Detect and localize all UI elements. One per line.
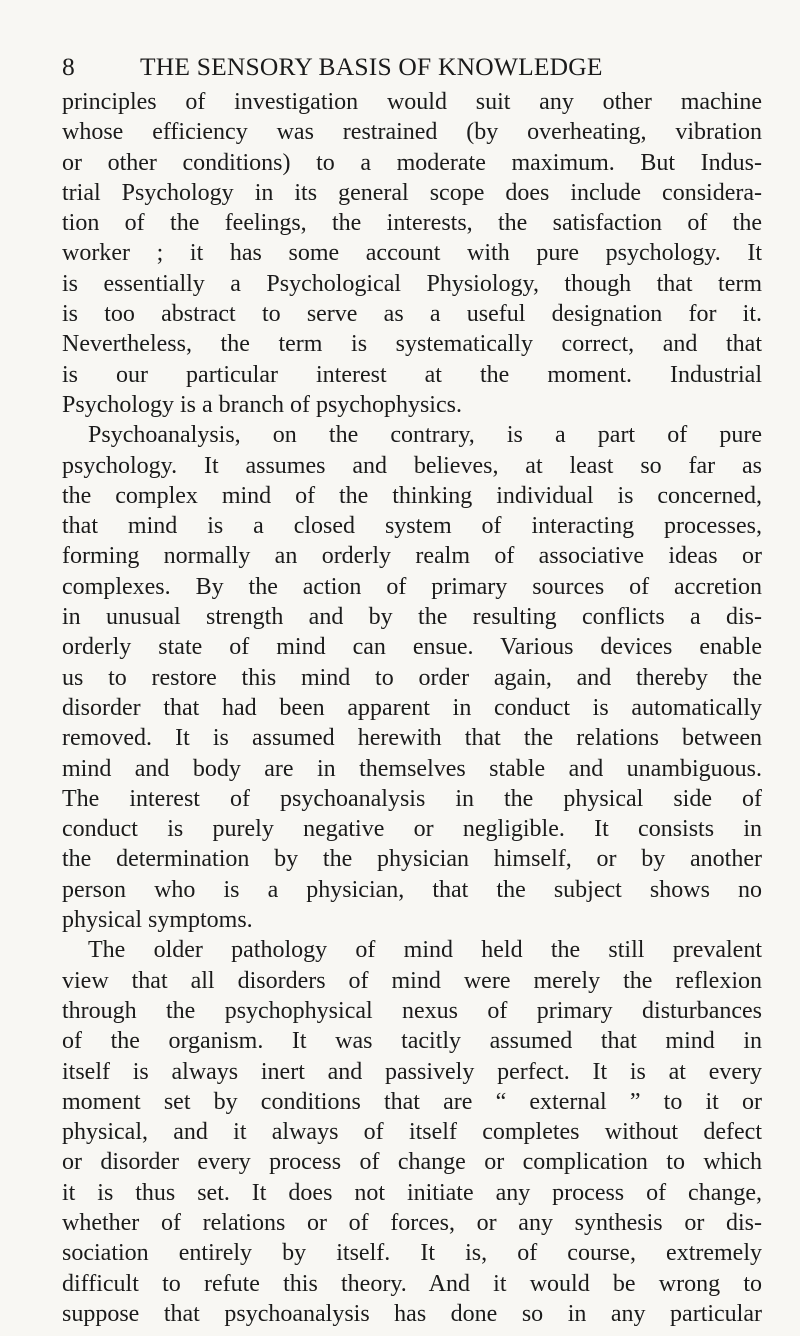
text-line: physical symptoms. <box>62 907 253 934</box>
text-line: sociation entirely by itself. It is, of course, extremely <box>62 1240 762 1267</box>
text-line: Psychoanalysis, on the contrary, is a part of pure <box>88 422 762 449</box>
text-line: trial Psychology in its general scope does include considera- <box>62 179 762 206</box>
text-line: The older pathology of mind held the still prevalent <box>88 937 762 964</box>
book-page <box>62 49 762 1329</box>
text-line: or disorder every process of change or complication to which <box>62 1149 762 1176</box>
text-line: it is thus set. It does not initiate any process of change, <box>62 1179 762 1206</box>
text-line: of the organism. It was tacitly assumed that mind in <box>62 1028 762 1055</box>
text-line: removed. It is assumed herewith that the relations between <box>62 725 762 752</box>
text-line: Psychology is a branch of psychophysics. <box>62 391 462 418</box>
text-line: view that all disorders of mind were merely the reflexion <box>62 967 762 994</box>
text-line: The interest of psychoanalysis in the physical side of <box>62 785 762 812</box>
text-line: in unusual strength and by the resulting conflicts a dis- <box>62 604 762 631</box>
text-line: person who is a physician, that the subject shows no <box>62 876 762 903</box>
text-line: complexes. By the action of primary sources of accretion <box>62 573 762 600</box>
text-line: difficult to refute this theory. And it would be wrong to <box>62 1270 762 1297</box>
text-line: is essentially a Psychological Physiology, though that term <box>62 270 762 297</box>
text-line: physical, and it always of itself completes without defect <box>62 1119 762 1146</box>
running-title: THE SENSORY BASIS OF KNOWLEDGE <box>140 52 603 81</box>
text-line: orderly state of mind can ensue. Various devices enable <box>62 634 762 661</box>
text-line: suppose that psychoanalysis has done so in any particular <box>62 1300 762 1327</box>
text-line: or other conditions) to a moderate maximum. But Indus- <box>62 149 762 176</box>
running-head <box>62 49 762 85</box>
body-text <box>62 87 762 1329</box>
text-line: itself is always inert and passively perfect. It is at every <box>62 1058 762 1085</box>
text-line: the complex mind of the thinking individual is concerned, <box>62 482 762 509</box>
text-line: moment set by conditions that are “ external ” to it or <box>62 1088 762 1115</box>
text-line: tion of the feelings, the interests, the satisfaction of the <box>62 210 762 237</box>
text-line: conduct is purely negative or negligible. It consists in <box>62 816 762 843</box>
text-line: whose efficiency was restrained (by overheating, vibration <box>62 119 762 146</box>
text-line: that mind is a closed system of interacting processes, <box>62 513 762 540</box>
text-line: mind and body are in themselves stable and unambiguous. <box>62 755 762 782</box>
text-line: is our particular interest at the moment. Industrial <box>62 361 762 388</box>
text-line: principles of investigation would suit any other machine <box>62 89 762 115</box>
text-line: Nevertheless, the term is systematically correct, and that <box>62 331 762 358</box>
text-line: us to restore this mind to order again, and thereby the <box>62 664 762 691</box>
text-line: psychology. It assumes and believes, at least so far as <box>62 452 762 479</box>
text-line: through the psychophysical nexus of primary disturbances <box>62 997 762 1024</box>
text-line: is too abstract to serve as a useful designation for it. <box>62 301 762 328</box>
text-line: worker ; it has some account with pure psychology. It <box>62 240 762 267</box>
text-line: whether of relations or of forces, or any synthesis or dis- <box>62 1209 762 1236</box>
text-line: disorder that had been apparent in conduct is automatically <box>62 694 762 721</box>
page-number: 8 <box>62 52 75 81</box>
text-line: the determination by the physician himself, or by another <box>62 846 762 873</box>
text-line: forming normally an orderly realm of associative ideas or <box>62 543 762 570</box>
